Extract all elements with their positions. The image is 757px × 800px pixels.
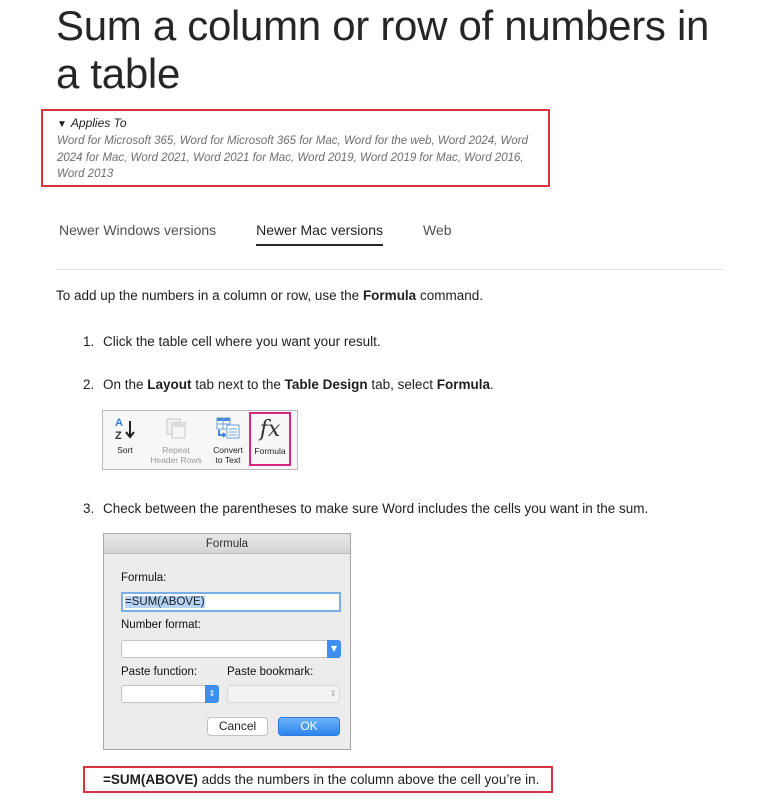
paste-bookmark-label: Paste bookmark: — [227, 666, 314, 678]
intro-paragraph — [56, 287, 483, 305]
chevron-down-icon: ▼ — [327, 640, 341, 658]
intro-text: To add up the numbers in a column or row, use the — [56, 288, 363, 303]
version-tabs — [59, 222, 492, 246]
note-bold: =SUM(ABOVE) — [103, 772, 198, 787]
applies-to-box — [41, 109, 550, 187]
cancel-button: Cancel — [207, 717, 268, 736]
step-number: 3. — [83, 501, 95, 516]
svg-text:A: A — [115, 417, 123, 429]
formula-value: =SUM(ABOVE) — [125, 596, 205, 608]
repeat-header-icon — [145, 411, 207, 445]
step-text: tab next to the — [191, 377, 285, 392]
sort-az-icon — [105, 411, 145, 445]
ribbon-label: Sort — [117, 445, 133, 455]
step-2 — [83, 376, 494, 394]
formula-input — [121, 592, 341, 612]
paste-function-label: Paste function: — [121, 666, 198, 678]
ribbon-label: Formula — [254, 446, 286, 456]
ribbon-convert-button — [207, 411, 249, 469]
step-text: Check between the parentheses to make sure Word includes the cells you want in the sum. — [103, 501, 649, 516]
tab-newer-windows[interactable]: Newer Windows versions — [59, 222, 217, 238]
ribbon-label-2: to Text — [215, 455, 241, 465]
step-text: On the — [103, 377, 148, 392]
tab-newer-mac[interactable]: Newer Mac versions — [256, 222, 383, 246]
intro-text-end: command. — [416, 288, 483, 303]
paste-bookmark-select — [227, 685, 340, 703]
formula-dialog-screenshot — [103, 533, 351, 750]
note-text: adds the numbers in the column above the cell you’re in. — [197, 772, 540, 787]
ribbon-label: Repeat — [162, 445, 190, 455]
svg-text:Z: Z — [115, 430, 122, 441]
ribbon-label-2: Header Rows — [150, 455, 202, 465]
intro-bold: Formula — [362, 288, 417, 303]
applies-to-label: Applies To — [70, 116, 127, 130]
step-bold-formula: Formula — [436, 377, 490, 392]
step-1 — [83, 333, 381, 351]
updown-arrows-icon: ⇕ — [329, 689, 337, 698]
formula-label: Formula: — [121, 572, 167, 584]
step-number: 1. — [83, 334, 95, 349]
ribbon-formula-button — [249, 412, 291, 466]
applies-to-products: Word for Microsoft 365, Word for Microsoft 365 for Mac, Word for the web, Word 2024, Word 2024 for Mac, Word 2021, Word 2021 for Mac, Word 2019, Word 2019 for Mac, Word 2016, Word 2013 — [57, 135, 529, 180]
ok-button: OK — [278, 717, 340, 736]
convert-to-text-icon — [207, 411, 249, 445]
applies-to-toggle[interactable] — [57, 115, 534, 133]
fx-glyph: fx — [259, 417, 281, 442]
step-3 — [83, 500, 648, 518]
ribbon-screenshot — [102, 410, 298, 470]
paste-function-select — [121, 685, 219, 703]
ribbon-sort-button — [105, 411, 145, 469]
page-title: Sum a column or row of numbers in a table — [56, 2, 710, 97]
step-bold-table-design: Table Design — [284, 377, 368, 392]
tabs-divider — [56, 269, 724, 270]
step-text: tab, select — [367, 377, 437, 392]
step-text: . — [489, 377, 494, 392]
number-format-select — [121, 640, 341, 658]
number-format-label: Number format: — [121, 619, 201, 631]
ribbon-repeat-header-button — [145, 411, 207, 469]
triangle-down-icon: ▼ — [57, 119, 67, 130]
step-text: Click the table cell where you want your result. — [103, 334, 381, 349]
tab-web[interactable]: Web — [423, 222, 452, 238]
step-bold-layout: Layout — [147, 377, 192, 392]
updown-arrows-icon: ⇕ — [205, 685, 219, 703]
dialog-title: Formula — [104, 534, 350, 554]
ribbon-label: Convert — [213, 445, 243, 455]
fx-icon — [251, 414, 289, 446]
step-number: 2. — [83, 377, 95, 392]
sum-above-note — [83, 766, 553, 793]
